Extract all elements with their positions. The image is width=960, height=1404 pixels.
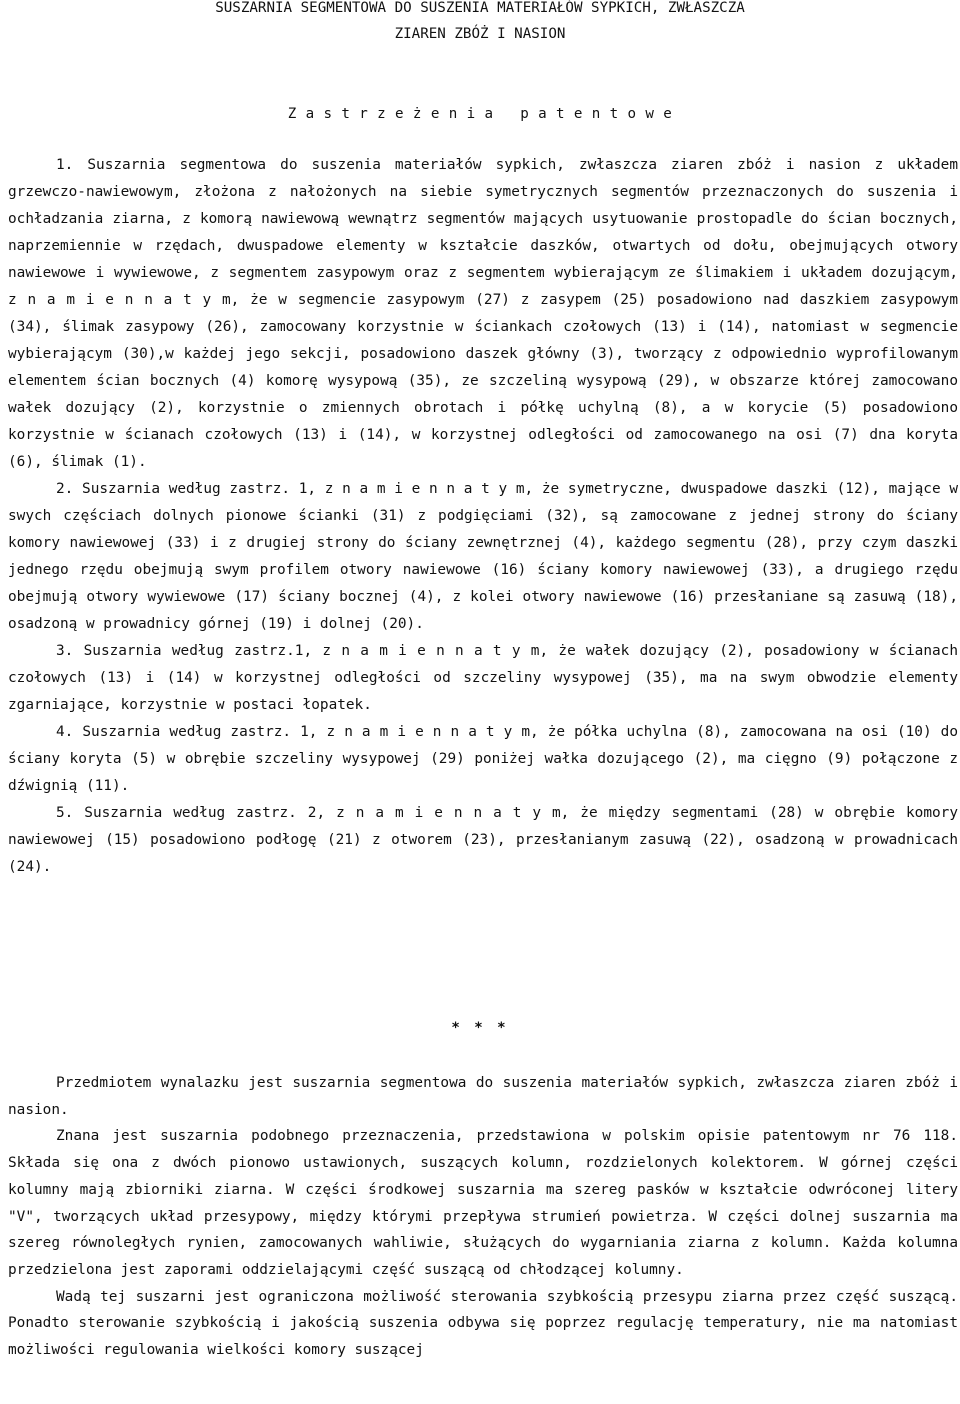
claim-2: 2. Suszarnia według zastrz. 1, z n a m i e n n a t y m, że symetryczne, dwuspadowe daszki (12), mające w swych częściach dolnych pionowe ścianki (31) z podgięciami (32), są zamocowane z jednej strony do ściany komory nawiewowej (33) i z drugiej strony do ściany zewnętrznej (4), każdego segmentu (28), przy czym daszki jednego rzędu obejmują swym profilem otwory nawiewowe (16) ściany komory nawiewowej (33), a drugiego rzędu obejmują otwory wywiewowe (17) ściany bocznej (4), z kolei otwory nawiewowe (16) przesłaniane są zasuwą (18), osadzoną w prowadnicy górnej (19) i dolnej (20). — [8, 481, 958, 632]
description-paragraph-1: Przedmiotem wynalazku jest suszarnia segmentowa do suszenia materiałów sypkich, zwłaszcza ziaren zbóż i nasion. — [8, 1075, 958, 1118]
section-separator: * * * — [451, 1020, 509, 1036]
description-section — [8, 1070, 958, 1364]
document-title-line-1: SUSZARNIA SEGMENTOWA DO SUSZENIA MATERIAŁÓW SYPKICH, ZWŁASZCZA — [215, 0, 745, 16]
claim-1: 1. Suszarnia segmentowa do suszenia materiałów sypkich, zwłaszcza ziaren zbóż i nasion z układem grzewczo-nawiewowym, złożona z nałożonych na siebie symetrycznych segmentów przeznaczonych do suszenia i ochładzania ziarna, z komorą nawiewową wewnątrz segmentów mających usytuowanie prostopadle do ścian bocznych, naprzemiennie w rzędach, dwuspadowe elementy w kształcie daszków, otwartych od dołu, obejmujących otwory nawiewowe i wywiewowe, z segmentem zasypowym oraz z segmentem wybierającym ze ślimakiem i układem dozującym, z n a m i e n n a t y m, że w segmencie zasypowym (27) z zasypem (25) posadowiono nad daszkiem zasypowym (34), ślimak zasypowy (26), zamocowany korzystnie w ściankach czołowych (13) i (14), natomiast w segmencie wybierającym (30),w każdej jego sekcji, posadowiono daszek główny (3), tworzący z odpowiednio wyprofilowanym elementem ścian bocznych (4) komorę wysypową (35), ze szczeliną wysypową (29), w obszarze której zamocowano wałek dozujący (2), korzystnie o zmiennych obrotach i półkę uchylną (8), a w korycie (5) posadowiono korzystnie w ścianach czołowych (13) i (14), w korzystnej odległości od zamocowanego na osi (7) dna koryta (6), ślimak (1). — [8, 157, 958, 470]
document-title-line-2: ZIAREN ZBÓŻ I NASION — [394, 26, 566, 42]
claims-heading: Z a s t r z e ż e n i a p a t e n t o w e — [287, 106, 673, 122]
claims-section — [8, 152, 958, 881]
claim-5: 5. Suszarnia według zastrz. 2, z n a m i e n n a t y m, że między segmentami (28) w obrębie komory nawiewowej (15) posadowiono podłogę (21) z otworem (23), przesłanianym zasuwą (22), osadzoną w prowadnicach (24). — [8, 805, 958, 875]
description-paragraph-3: Wadą tej suszarni jest ograniczona możliwość sterowania szybkością przesypu ziarna przez część suszącą. Ponadto sterowanie szybkością i jakością suszenia odbywa się poprzez regulację temperatury, nie ma natomiast możliwości regulowania wielkości komory suszącej — [8, 1288, 958, 1359]
claim-4: 4. Suszarnia według zastrz. 1, z n a m i e n n a t y m, że półka uchylna (8), zamocowana na osi (10) do ściany koryta (5) w obrębie szczeliny wysypowej (29) poniżej wałka dozującego (2), ma cięgno (9) połączone z dźwignią (11). — [8, 724, 958, 794]
description-paragraph-2: Znana jest suszarnia podobnego przeznaczenia, przedstawiona w polskim opisie patentowym nr 76 118. Składa się ona z dwóch pionowo ustawionych, suszących kolumn, rozdzielonych kolektorem. W górnej części kolumny mają zbiorniki ziarna. W części środkowej suszarnia ma szereg pasków w kształcie odwróconej litery "V", tworzących układ przesypowy, między którymi przepływa strumień powietrza. W części dolnej suszarnia ma szereg równoległych rynien, zamocowanych wahliwie, służących do wygarniania ziarna z kolumn. Każda kolumna przedzielona jest zaporami oddzielającymi część suszącą od chłodzącej kolumny. — [8, 1128, 958, 1278]
claim-3: 3. Suszarnia według zastrz.1, z n a m i e n n a t y m, że wałek dozujący (2), posadowiony w ścianach czołowych (13) i (14) w korzystnej odległości od szczeliny wysypowej (35), ma na swym obwodzie elementy zgarniające, korzystnie w postaci łopatek. — [8, 643, 958, 713]
